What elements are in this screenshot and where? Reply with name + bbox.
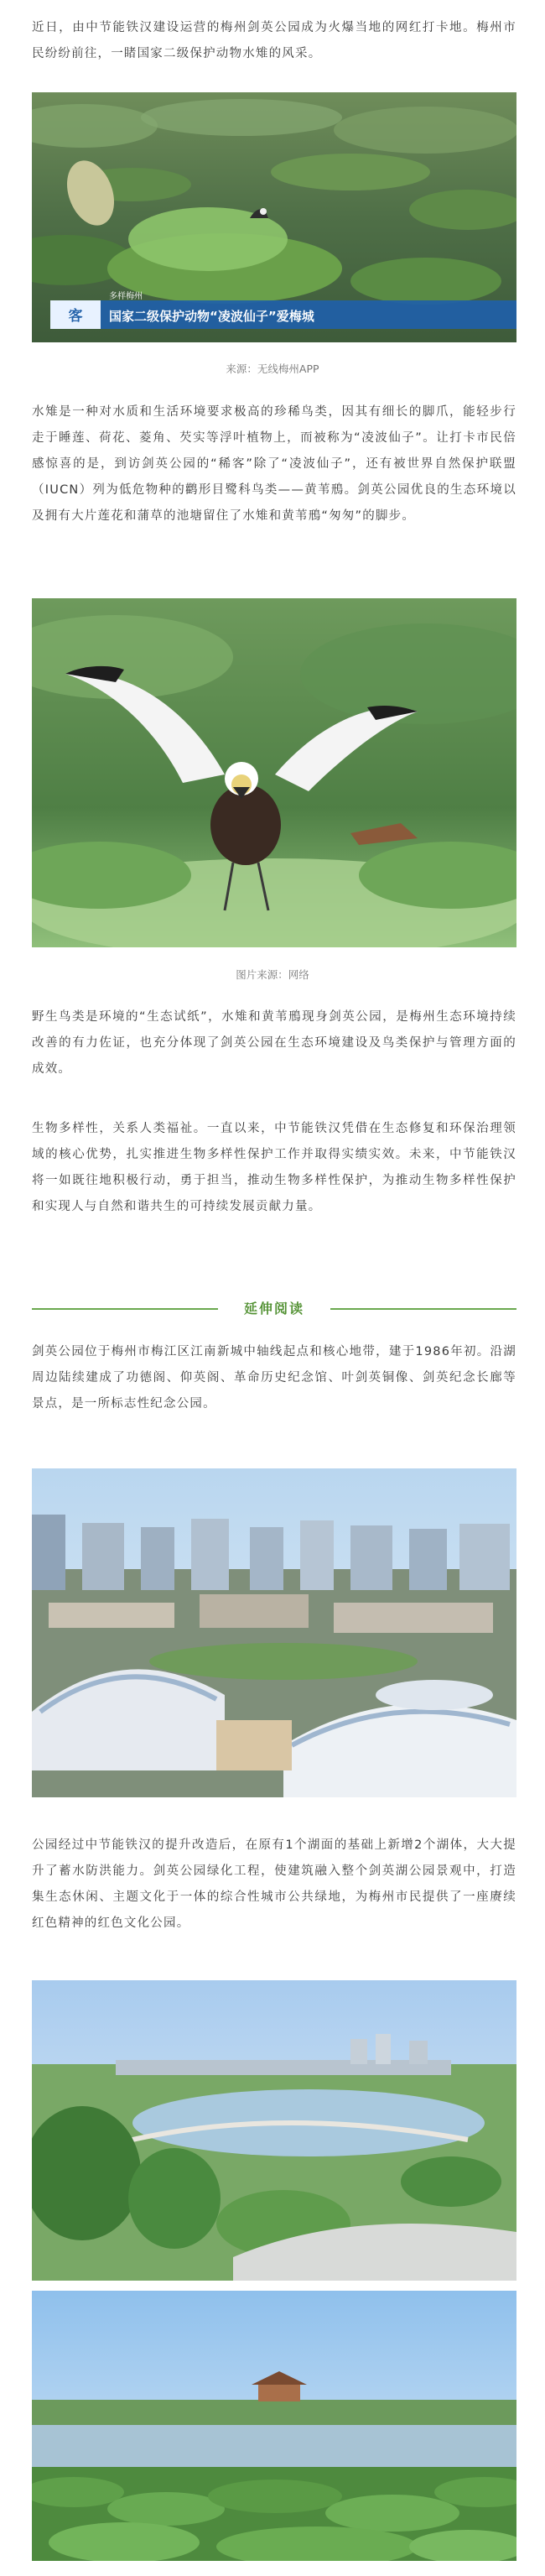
banner-headline: 国家二级保护动物“凌波仙子”爱梅城: [109, 309, 314, 324]
photo2-caption: 图片来源：网络: [236, 968, 309, 981]
jacana-lily-pond-photo: [32, 92, 516, 342]
extended-reading-divider-right: [330, 1308, 516, 1310]
intro-paragraph: 近日，由中节能铁汉建设运营的梅州剑英公园成为火爆当地的网红打卡地。梅州市民纷纷前往，一睹国家二级保护动物水雉的风采。: [32, 21, 516, 60]
extended-reading-header: [32, 1297, 516, 1321]
park-renovation-paragraph: 公园经过中节能铁汉的提升改造后，在原有1个湖面的基础上新增2个湖体，大大提升了蓄水防洪能力。剑英公园绿化工程，使建筑融入整个剑英湖公园景观中，打造集生态休闲、主题文化于一体的综合性城市公共绿地，为梅州市民提供了一座赓续红色精神的红色文化公园。: [32, 1838, 516, 1930]
banner-logo: 客: [68, 308, 83, 325]
extended-reading-title: 延伸阅读: [243, 1301, 304, 1317]
park-aerial-photo: [32, 1468, 516, 1797]
jacana-wings-photo: [32, 598, 516, 947]
park-lake-photo: [32, 1980, 516, 2281]
biodiversity-paragraph: 生物多样性，关系人类福祉。一直以来，中节能铁汉凭借在生态修复和环保治理领域的核心优势，扎实推进生物多样性保护工作并取得实绩实效。未来，中节能铁汉将一如既往地积极行动，勇于担当，推动生物多样性保护，为推动生物多样性保护和实现人与自然和谐共生的可持续发展贡献力量。: [32, 1122, 516, 1213]
banner-channel: 多样梅州: [109, 292, 143, 301]
park-history-paragraph: 剑英公园位于梅州市梅江区江南新城中轴线起点和核心地带，建于1986年初。沿湖周边陆续建成了功德阁、仰英阁、革命历史纪念馆、叶剑英铜像、剑英纪念长廊等景点，是一所标志性纪念公园。: [32, 1345, 516, 1411]
photo1-caption: 来源：无线梅州APP: [226, 362, 319, 375]
lotus-pond-photo: [32, 2291, 516, 2561]
jacana-description-paragraph: 水雉是一种对水质和生活环境要求极高的珍稀鸟类，因其有细长的脚爪，能轻步行走于睡莲、荷花、菱角、芡实等浮叶植物上，而被称为“凌波仙子”。让打卡市民倍感惊喜的是，到访剑英公园的“稀客”除了“凌波仙子”，还有被世界自然保护联盟（IUCN）列为低危物种的鹳形目鹭科鸟类——黄苇鳽。剑英公园优良的生态环境以及拥有大片莲花和蒲草的池塘留住了水雉和黄苇鳽“匆匆”的脚步。: [32, 405, 516, 523]
ecology-indicator-paragraph: 野生鸟类是环境的“生态试纸”，水雉和黄苇鳽现身剑英公园，是梅州生态环境持续改善的有力佐证，也充分体现了剑英公园在生态环境建设及鸟类保护与管理方面的成效。: [32, 1010, 516, 1076]
